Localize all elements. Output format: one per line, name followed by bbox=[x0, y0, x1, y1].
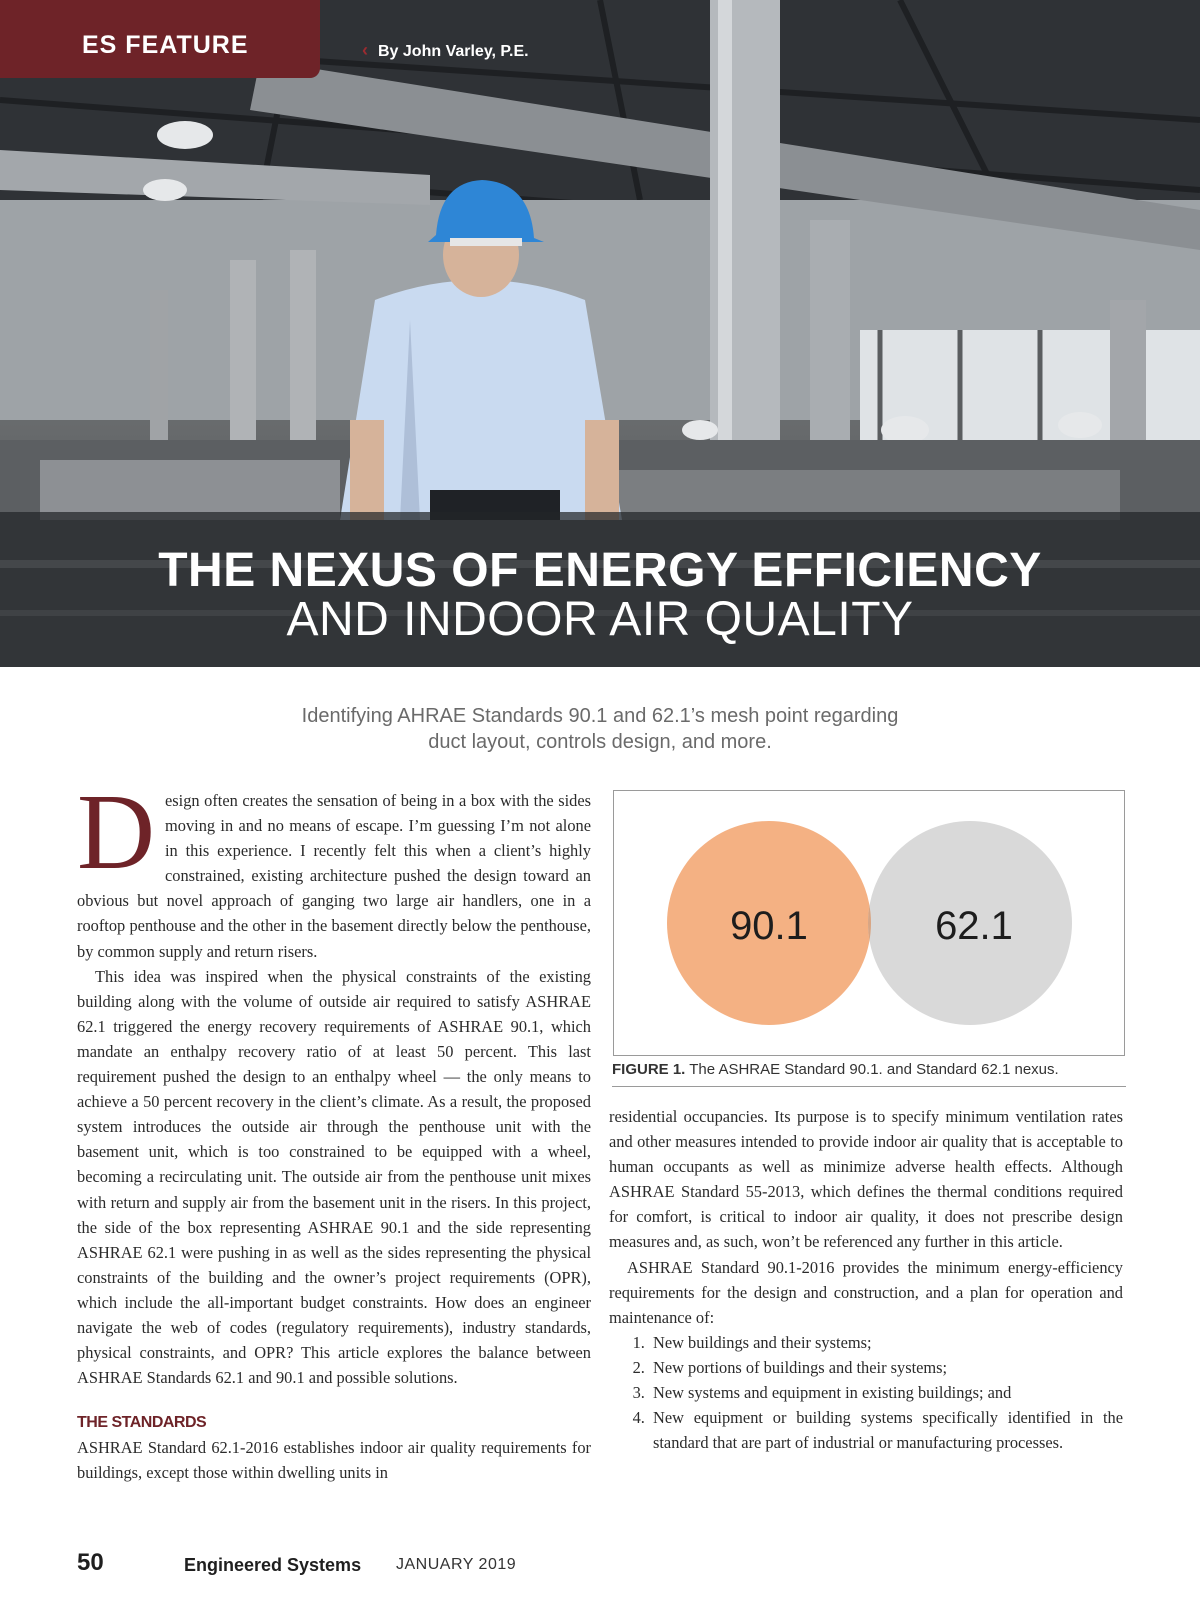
paragraph-1: Design often creates the sensation of being in a box with the sides moving in and no means of escape. I’m guessing I’m not alone in this experience. I recently felt this when a client’s highly constrained, existing architecture pushed the design toward an obvious but novel approach of ganging two large air handlers, one in a rooftop penthouse and the other in the basement directly below the penthouse, by common supply and return risers. bbox=[77, 773, 591, 961]
list-item: 4. New equipment or building systems specifically identified in the standard that are part of industrial or manufacturing processes. bbox=[649, 1405, 1123, 1455]
deck-line-1: Identifying AHRAE Standards 90.1 and 62.1’s mesh point regarding bbox=[301, 705, 899, 727]
figure-caption bbox=[612, 1061, 1126, 1087]
section-tag bbox=[0, 0, 320, 78]
paragraph-3-continued: residential occupancies. Its purpose is to specify minimum ventilation rates and other measures intended to provide indoor air quality that is acceptable to human occupants as well as minimize adverse health effects. Although ASHRAE Standard 55-2013, which defines the thermal conditions required for comfort, is critical to indoor air quality, it does not prescribe design measures and, as such, won’t be referenced any further in this article. bbox=[609, 1107, 1123, 1252]
issue-date: JANUARY 2019 bbox=[396, 1556, 517, 1573]
paragraph-3: ASHRAE Standard 62.1-2016 establishes indoor air quality requirements for buildings, except those within dwelling units in bbox=[77, 1438, 591, 1483]
body-column-right bbox=[609, 1104, 1123, 1455]
paragraph-4: ASHRAE Standard 90.1-2016 provides the minimum energy-efficiency requirements for the design and construction, and a plan for operation and maintenance of: bbox=[609, 1257, 1123, 1327]
figure-1-venn bbox=[613, 790, 1125, 1056]
drop-cap: D bbox=[77, 773, 155, 892]
article-title-line2: AND INDOOR AIR QUALITY bbox=[286, 593, 914, 646]
deck-line-2: duct layout, controls design, and more. bbox=[428, 731, 772, 753]
list-item: 2. New portions of buildings and their systems; bbox=[649, 1355, 1123, 1380]
page-number: 50 bbox=[77, 1549, 104, 1576]
section-tag-label: ES FEATURE bbox=[82, 31, 249, 59]
list-item: 3. New systems and equipment in existing buildings; and bbox=[649, 1380, 1123, 1405]
venn-label-62-1: 62.1 bbox=[935, 904, 1013, 948]
byline-author: By John Varley, P.E. bbox=[378, 43, 529, 60]
article-deck bbox=[200, 703, 1000, 755]
figure-caption-label: FIGURE 1. bbox=[612, 1061, 686, 1078]
list-item: 1. New buildings and their systems; bbox=[649, 1330, 1123, 1355]
publication-name: Engineered Systems bbox=[184, 1555, 362, 1575]
paragraph-2: This idea was inspired when the physical constraints of the existing building along with the volume of outside air required to satisfy ASHRAE 62.1 triggered the energy recovery requirements of ASHRAE 90.1, which mandate an enthalpy recovery ratio of at least 50 percent. This last requirement pushed the design to an enthalpy wheel — the only means to achieve a 50 percent recovery in the client’s climate. As a result, the proposed system introduces the outside air through the penthouse unit with the basement unit, which is too constrained to be equipped with a wheel, becoming a recirculating unit. The outside air from the penthouse unit mixes with return and supply air from the basement unit in the risers. In this project, the side of the box representing ASHRAE 90.1 and the side representing ASHRAE 62.1 were pushing in as well as the sides representing the physical constraints of the building and the owner’s project requirements (OPR), which include the all-important budget constraints. How does an engineer navigate the web of codes (regulatory requirements), industry standards, physical constraints, and OPR? This article explores the balance between ASHRAE Standards 62.1 and 90.1 and possible solutions. bbox=[77, 966, 591, 1388]
hero-photo bbox=[0, 0, 1200, 667]
section-heading: THE STANDARDS bbox=[77, 1414, 207, 1432]
venn-diagram bbox=[614, 791, 1124, 1055]
article-title-line1: THE NEXUS OF ENERGY EFFICIENCY bbox=[158, 544, 1042, 597]
chevron-left-icon: ‹ bbox=[362, 40, 368, 60]
requirements-list bbox=[609, 1330, 1123, 1455]
figure-caption-text: The ASHRAE Standard 90.1. and Standard 62.1 nexus. bbox=[689, 1061, 1059, 1078]
byline bbox=[362, 40, 529, 61]
venn-label-90-1: 90.1 bbox=[730, 904, 808, 948]
body-column-left bbox=[77, 773, 591, 1485]
